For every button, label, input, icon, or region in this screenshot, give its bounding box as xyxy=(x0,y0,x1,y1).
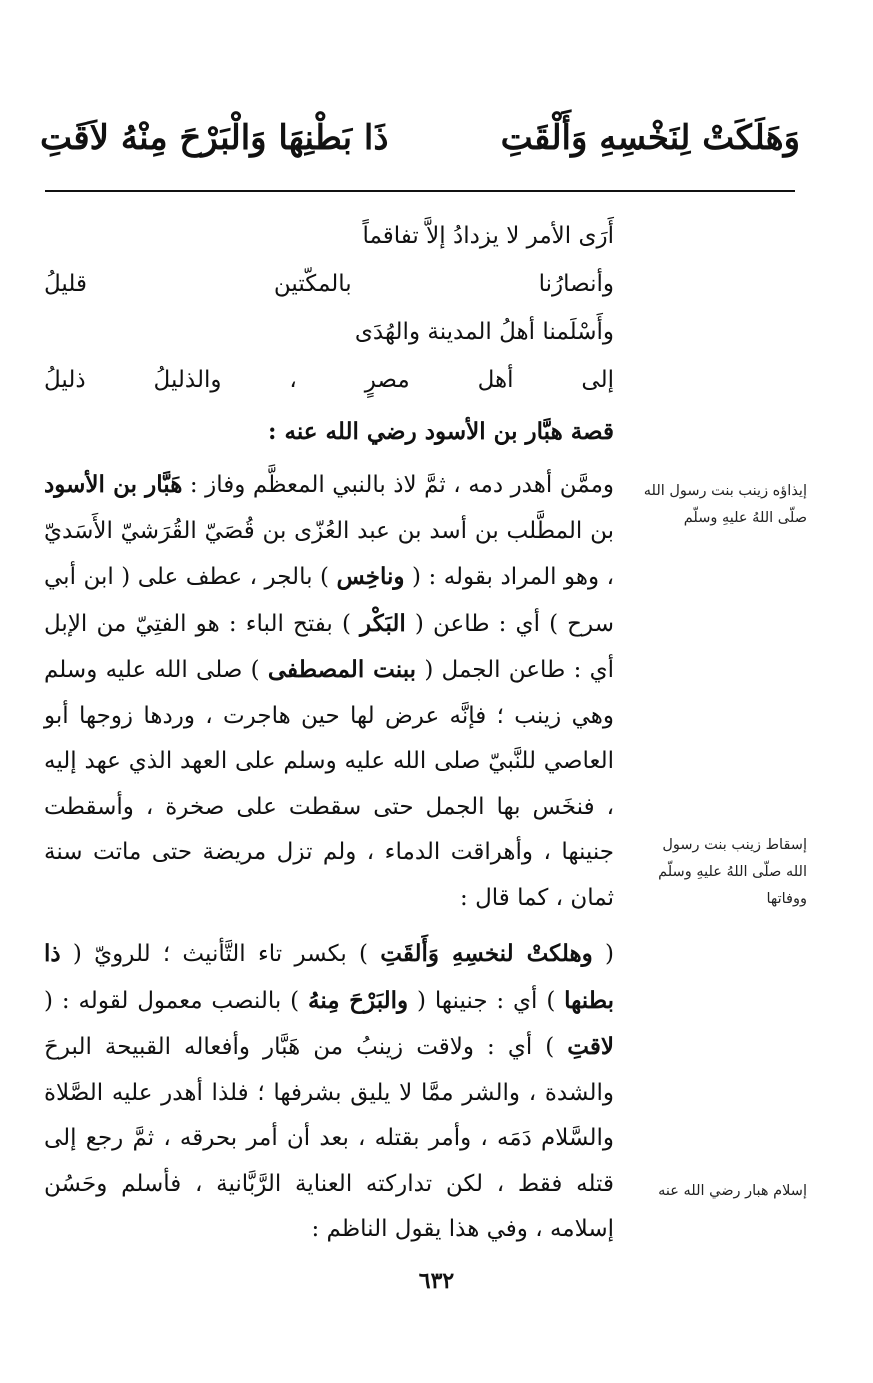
section-title: قصة هبَّار بن الأسود رضي الله عنه : xyxy=(268,418,614,445)
verse-line: وأنصارُنا بالمكّتين قليلُ xyxy=(44,271,614,297)
body-text-run: ) بالجر ، عطف على ( ابن أبي سرح ) أي : طاعن ( xyxy=(44,564,614,637)
margin-note: إسقاط زينب بنت رسول الله صلّى اللهُ عليهِ وسلّم ووفاتها xyxy=(658,837,807,907)
body-paragraph xyxy=(44,462,614,921)
bold-quoted-term: ذا بطنها xyxy=(44,940,614,1014)
body-text-run: ) بالنصب معمول لقوله : ( xyxy=(44,987,309,1014)
bold-quoted-term: والبَرْحَ مِنهُ xyxy=(308,986,409,1014)
bold-quoted-term: لاقتِ xyxy=(567,1033,614,1060)
verse-line: إلى أهل مصرٍ ، والذليلُ ذليلُ xyxy=(44,367,614,393)
main-text-column xyxy=(44,212,614,1253)
bold-quoted-term: البَكْر xyxy=(360,609,406,637)
bold-quoted-term: هَبَّار بن الأسود xyxy=(44,471,183,498)
margin-note: إيذاؤه زينب بنت رسول الله صلّى اللهُ عليهِ وسلّم xyxy=(643,483,807,526)
body-text-run: ) بفتح الباء : هو الفتِيّ من الإبل أي : طاعن الجمل ( xyxy=(44,610,615,683)
header-right-hemistich: وَهَلَكَتْ لِنَخْسِهِ وَأَلْقَتِ xyxy=(500,118,800,158)
verse-line: أَرَى الأمر لا يزدادُ إلاَّ تفاقماً xyxy=(362,223,614,249)
body-text-run: ) صلى الله عليه وسلم وهي زينب ؛ فإنَّه عرض لها حين هاجرت ، وردها زوجها أبو العاصي للنَّبيّ صلى الله عليه وسلم على العهد الذي عهد إليه ، فنخَس بها الجمل حتى سقطت على صخرة ، وأسقطت جنينها ، وأهراقت الدماء ، ولم تزل مريضة حتى ماتت سنة ثمان ، كما قال : xyxy=(44,657,614,911)
bold-quoted-term: وهلكتْ لنخسِهِ وَأَلقَتِ xyxy=(380,940,593,967)
body-paragraph xyxy=(44,931,614,1253)
page-number: ٦٣٢ xyxy=(418,1268,455,1294)
header-left-hemistich: ذَا بَطْنِهَا وَالْبَرْحَ مِنْهُ لاَقَتِ xyxy=(40,118,389,158)
body-text-run: ) أي : ولاقت زينبُ من هَبَّار وأفعاله القبيحة البرحَ والشدة ، والشر ممَّا لا يليق بشرفها ؛ فلذا أهدر عليه الصَّلاة والسَّلام دَمَه ، وأمر بقتله ، بعد أن أمر بحرقه ، ثمَّ رجع إلى قتله فقط ، لكن تداركته العناية الرَّبَّانية ، فأسلم وحَسُن إسلامه ، وفي هذا يقول الناظم : xyxy=(44,1034,614,1242)
body-text-run: ) بكسر تاء التَّأنيث ؛ للرويّ ( xyxy=(60,941,381,967)
body-text-run: ( xyxy=(592,941,614,967)
running-header xyxy=(40,118,800,178)
header-divider xyxy=(45,190,795,192)
body-text-run: وممَّن أهدر دمه ، ثمَّ لاذ بالنبي المعظَّم وفاز : xyxy=(182,472,614,498)
body-text-run: بن المطَّلب بن أسد بن عبد العُزّى بن قُصَيّ القُرَشيّ الأَسَديّ ، وهو المراد بقوله : ( xyxy=(44,517,614,590)
bold-quoted-term: ببنت المصطفى xyxy=(267,656,417,683)
verse-line: وأَسْلَمنا أهلُ المدينة والهُدَى xyxy=(354,319,614,345)
margin-note: إسلام هبار رضي الله عنه xyxy=(658,1183,807,1199)
body-text-run: ) أي : جنينها ( xyxy=(408,987,565,1014)
bold-quoted-term: وناخِس xyxy=(336,563,405,590)
